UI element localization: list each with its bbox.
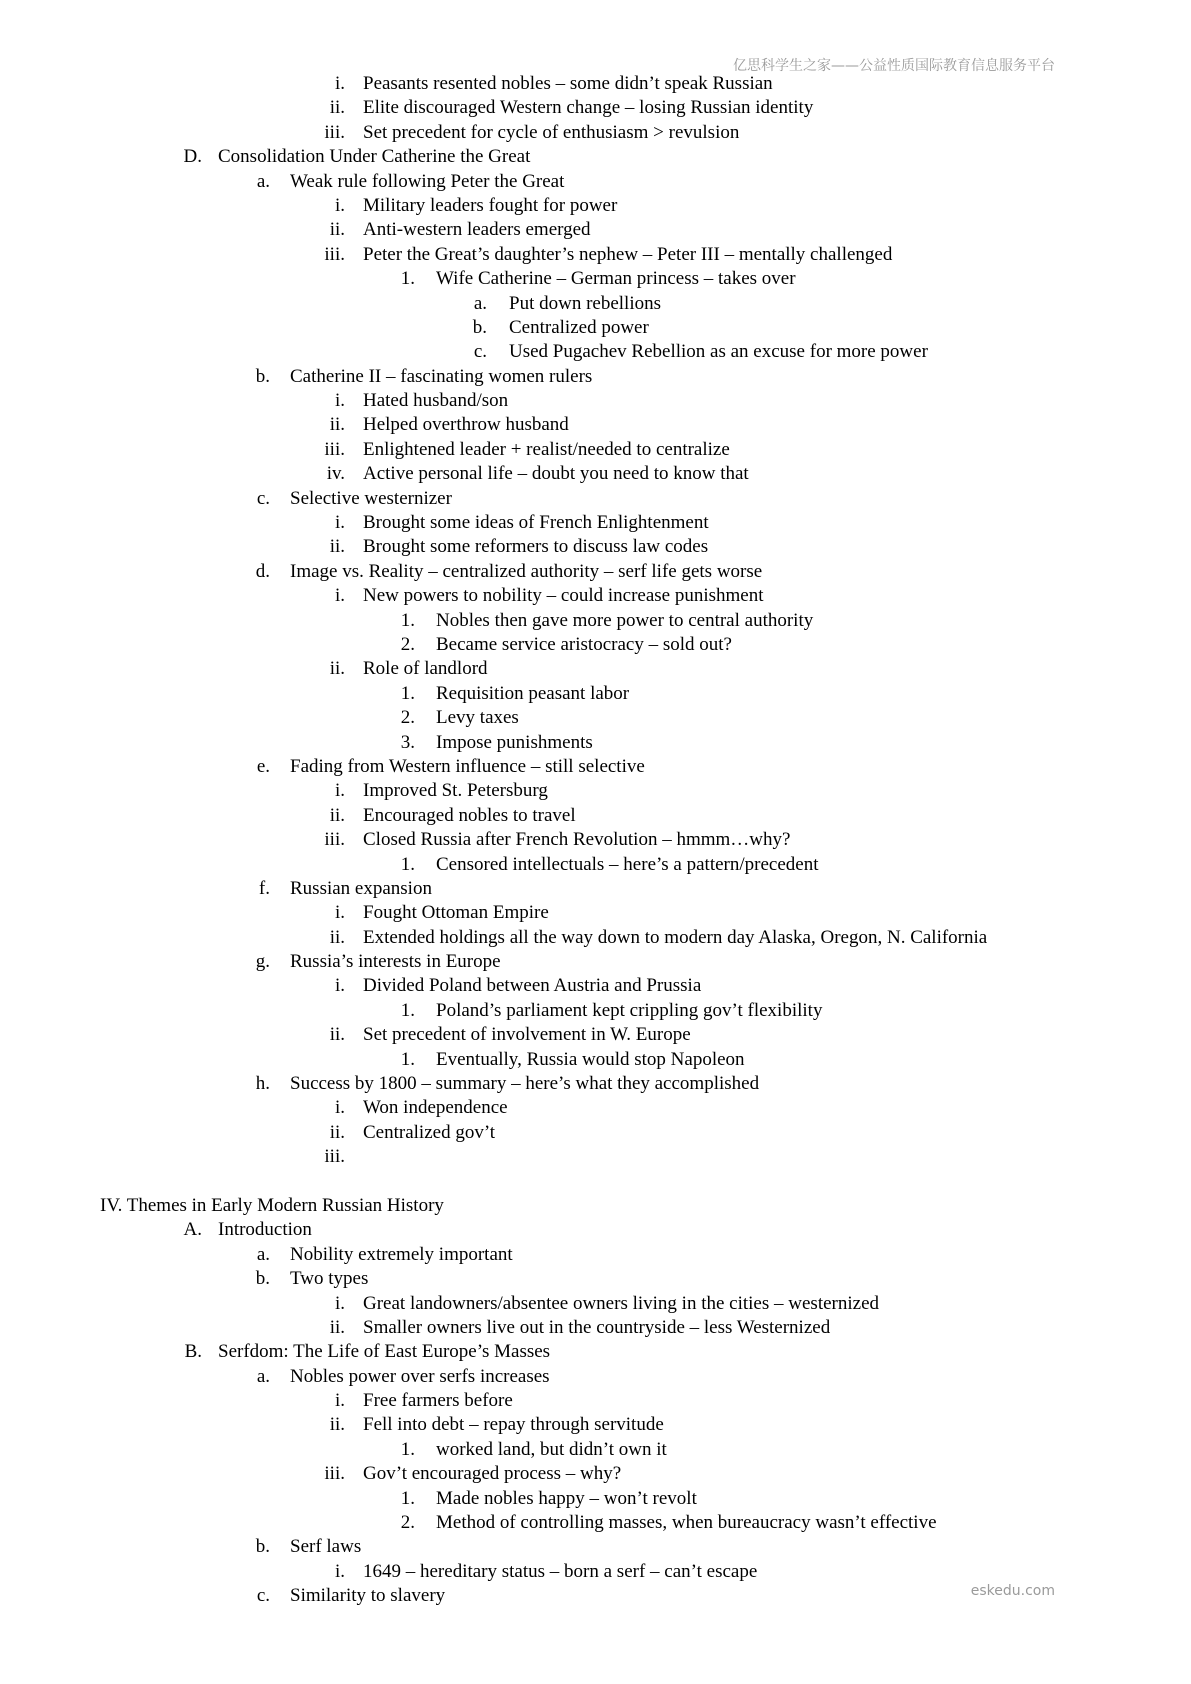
outline-marker: ii. bbox=[329, 658, 345, 680]
outline-text: worked land, but didn’t own it bbox=[436, 1438, 667, 1460]
outline-text: Consolidation Under Catherine the Great bbox=[218, 146, 531, 168]
outline-text: Serfdom: The Life of East Europe’s Masses bbox=[218, 1341, 551, 1363]
outline-marker: a. bbox=[256, 1365, 270, 1387]
outline-item bbox=[0, 1194, 1191, 1218]
outline-text: Similarity to slavery bbox=[290, 1585, 446, 1607]
outline-marker: i. bbox=[334, 1292, 345, 1314]
outline-marker: e. bbox=[256, 755, 270, 777]
outline-item bbox=[0, 1023, 1191, 1047]
outline-text: 1649 – hereditary status – born a serf – can’t escape bbox=[363, 1560, 758, 1582]
outline-item bbox=[0, 755, 1191, 779]
outline-text: Fading from Western influence – still selective bbox=[290, 755, 645, 777]
outline-item bbox=[0, 365, 1191, 389]
outline-text: Weak rule following Peter the Great bbox=[290, 170, 565, 192]
outline-item bbox=[0, 1096, 1191, 1120]
outline-marker: 1. bbox=[400, 1438, 415, 1460]
outline-text: Smaller owners live out in the countryside – less Westernized bbox=[363, 1316, 831, 1338]
outline-item bbox=[0, 145, 1191, 169]
outline-text: Impose punishments bbox=[436, 731, 593, 753]
outline-item bbox=[0, 413, 1191, 437]
outline-item bbox=[0, 1365, 1191, 1389]
outline-text: Centralized gov’t bbox=[363, 1121, 496, 1143]
outline-text: Catherine II – fascinating women rulers bbox=[290, 365, 593, 387]
outline-marker: 1. bbox=[400, 999, 415, 1021]
outline-text: Free farmers before bbox=[363, 1390, 513, 1412]
outline-item bbox=[0, 926, 1191, 950]
outline-item bbox=[0, 389, 1191, 413]
outline-marker: ii. bbox=[329, 97, 345, 119]
outline-text: Nobles then gave more power to central authority bbox=[436, 609, 814, 631]
outline-marker: b. bbox=[255, 1268, 270, 1290]
outline-item bbox=[0, 1145, 1191, 1169]
outline-text: Censored intellectuals – here’s a pattern/precedent bbox=[436, 853, 819, 875]
outline-item bbox=[0, 121, 1191, 145]
outline-text: Eventually, Russia would stop Napoleon bbox=[436, 1048, 745, 1070]
outline-marker: ii. bbox=[329, 414, 345, 436]
outline-marker: i. bbox=[334, 975, 345, 997]
outline-item bbox=[0, 1048, 1191, 1072]
outline-marker: ii. bbox=[329, 926, 345, 948]
outline-marker: 3. bbox=[400, 731, 415, 753]
outline-item bbox=[0, 1218, 1191, 1242]
outline-item bbox=[0, 584, 1191, 608]
outline-item bbox=[0, 1292, 1191, 1316]
outline-text: Selective westernizer bbox=[290, 487, 452, 509]
outline-text: Divided Poland between Austria and Prussia bbox=[363, 975, 702, 997]
outline-marker: ii. bbox=[329, 1316, 345, 1338]
outline-item bbox=[0, 243, 1191, 267]
outline-item bbox=[0, 267, 1191, 291]
outline-item bbox=[0, 779, 1191, 803]
outline-text: Brought some ideas of French Enlightenment bbox=[363, 512, 709, 534]
outline-item bbox=[0, 804, 1191, 828]
outline-text: IV. Themes in Early Modern Russian History bbox=[100, 1194, 444, 1216]
outline-text: Improved St. Petersburg bbox=[363, 780, 548, 802]
outline-marker: i. bbox=[334, 512, 345, 534]
outline-item bbox=[0, 657, 1191, 681]
outline-text: Peter the Great’s daughter’s nephew – Peter III – mentally challenged bbox=[363, 243, 893, 265]
outline-marker: B. bbox=[184, 1341, 202, 1363]
outline-marker: ii. bbox=[329, 1121, 345, 1143]
outline-marker: ii. bbox=[329, 219, 345, 241]
outline-text: Russian expansion bbox=[290, 877, 432, 899]
outline-text: Nobility extremely important bbox=[290, 1243, 513, 1265]
outline-marker: 1. bbox=[400, 268, 415, 290]
outline-marker: 1. bbox=[400, 682, 415, 704]
outline-marker: c. bbox=[256, 1585, 270, 1607]
outline-text: Serf laws bbox=[290, 1536, 362, 1558]
outline-text: Elite discouraged Western change – losing Russian identity bbox=[363, 97, 814, 119]
outline-text: New powers to nobility – could increase punishment bbox=[363, 585, 764, 607]
outline-item bbox=[0, 1438, 1191, 1462]
outline-marker: g. bbox=[255, 951, 270, 973]
outline-text: Enlightened leader + realist/needed to centralize bbox=[363, 438, 730, 460]
outline-marker: i. bbox=[334, 194, 345, 216]
outline-text: Image vs. Reality – centralized authority – serf life gets worse bbox=[290, 560, 763, 582]
outline-document bbox=[0, 72, 1191, 1609]
outline-item bbox=[0, 1072, 1191, 1096]
outline-text: Set precedent for cycle of enthusiasm > revulsion bbox=[363, 121, 740, 143]
outline-item bbox=[0, 853, 1191, 877]
outline-item bbox=[0, 731, 1191, 755]
outline-marker: 1. bbox=[400, 1487, 415, 1509]
outline-item bbox=[0, 609, 1191, 633]
outline-item bbox=[0, 292, 1191, 316]
outline-marker: i. bbox=[334, 1560, 345, 1582]
outline-text: Poland’s parliament kept crippling gov’t flexibility bbox=[436, 999, 823, 1021]
outline-marker: a. bbox=[473, 292, 487, 314]
outline-text: Role of landlord bbox=[363, 658, 488, 680]
outline-marker: i. bbox=[334, 780, 345, 802]
outline-item bbox=[0, 706, 1191, 730]
outline-marker: 2. bbox=[400, 633, 415, 655]
outline-item bbox=[0, 950, 1191, 974]
outline-text: Became service aristocracy – sold out? bbox=[436, 633, 732, 655]
outline-item bbox=[0, 511, 1191, 535]
outline-text: Wife Catherine – German princess – takes over bbox=[436, 268, 796, 290]
outline-text: Brought some reformers to discuss law codes bbox=[363, 536, 709, 558]
outline-item bbox=[0, 72, 1191, 96]
outline-marker: iv. bbox=[326, 463, 345, 485]
outline-item bbox=[0, 1121, 1191, 1145]
outline-marker: i. bbox=[334, 390, 345, 412]
outline-item bbox=[0, 316, 1191, 340]
outline-marker: iii. bbox=[324, 438, 345, 460]
outline-marker: D. bbox=[183, 146, 202, 168]
outline-item bbox=[0, 487, 1191, 511]
outline-item bbox=[0, 1560, 1191, 1584]
outline-item bbox=[0, 1340, 1191, 1364]
outline-item bbox=[0, 1389, 1191, 1413]
outline-marker: f. bbox=[258, 877, 270, 899]
outline-item bbox=[0, 1535, 1191, 1559]
outline-marker: a. bbox=[256, 170, 270, 192]
outline-text: Peasants resented nobles – some didn’t speak Russian bbox=[363, 73, 773, 94]
outline-text: Hated husband/son bbox=[363, 390, 509, 412]
outline-marker: A. bbox=[183, 1219, 202, 1241]
outline-marker: 2. bbox=[400, 707, 415, 729]
outline-item bbox=[0, 340, 1191, 364]
outline-item bbox=[0, 560, 1191, 584]
outline-item bbox=[0, 828, 1191, 852]
outline-item bbox=[0, 1413, 1191, 1437]
outline-text: Set precedent of involvement in W. Europe bbox=[363, 1024, 691, 1046]
outline-text: Fought Ottoman Empire bbox=[363, 902, 549, 924]
watermark-header: 亿思科学生之家——公益性质国际教育信息服务平台 bbox=[733, 58, 1055, 74]
outline-item bbox=[0, 1267, 1191, 1291]
outline-marker: i. bbox=[334, 1390, 345, 1412]
outline-text: Requisition peasant labor bbox=[436, 682, 630, 704]
outline-marker: iii. bbox=[324, 243, 345, 265]
outline-marker: h. bbox=[255, 1073, 270, 1095]
outline-text: Anti-western leaders emerged bbox=[363, 219, 591, 241]
blank-line bbox=[0, 1170, 1191, 1194]
outline-item bbox=[0, 999, 1191, 1023]
outline-marker: ii. bbox=[329, 536, 345, 558]
outline-marker: iii. bbox=[324, 829, 345, 851]
outline-marker: ii. bbox=[329, 1024, 345, 1046]
outline-text: Active personal life – doubt you need to know that bbox=[363, 463, 749, 485]
outline-text: Two types bbox=[290, 1268, 369, 1290]
outline-text: Centralized power bbox=[509, 316, 649, 338]
outline-marker: 1. bbox=[400, 609, 415, 631]
outline-marker: d. bbox=[255, 560, 270, 582]
outline-item bbox=[0, 218, 1191, 242]
outline-text: Introduction bbox=[218, 1219, 312, 1241]
outline-item bbox=[0, 877, 1191, 901]
outline-text: Gov’t encouraged process – why? bbox=[363, 1463, 622, 1485]
outline-marker: b. bbox=[255, 365, 270, 387]
outline-text: Helped overthrow husband bbox=[363, 414, 569, 436]
outline-text: Used Pugachev Rebellion as an excuse for more power bbox=[509, 341, 928, 363]
outline-marker: ii. bbox=[329, 1414, 345, 1436]
outline-marker: 1. bbox=[400, 853, 415, 875]
outline-item bbox=[0, 535, 1191, 559]
outline-item bbox=[0, 96, 1191, 120]
outline-marker: iii. bbox=[324, 1463, 345, 1485]
outline-marker: b. bbox=[255, 1536, 270, 1558]
outline-marker: i. bbox=[334, 73, 345, 94]
outline-item bbox=[0, 901, 1191, 925]
outline-text: Closed Russia after French Revolution – hmmm…why? bbox=[363, 829, 791, 851]
outline-item bbox=[0, 633, 1191, 657]
outline-text: Levy taxes bbox=[436, 707, 519, 729]
outline-text: Great landowners/absentee owners living in the cities – westernized bbox=[363, 1292, 879, 1314]
outline-marker: 2. bbox=[400, 1512, 415, 1534]
outline-item bbox=[0, 194, 1191, 218]
outline-marker: 1. bbox=[400, 1048, 415, 1070]
outline-text: Encouraged nobles to travel bbox=[363, 804, 576, 826]
outline-text: Success by 1800 – summary – here’s what they accomplished bbox=[290, 1073, 760, 1095]
outline-item bbox=[0, 170, 1191, 194]
watermark-footer: eskedu.com bbox=[970, 1583, 1055, 1599]
outline-marker: b. bbox=[472, 316, 487, 338]
outline-marker: i. bbox=[334, 1097, 345, 1119]
outline-text: Fell into debt – repay through servitude bbox=[363, 1414, 664, 1436]
outline-item bbox=[0, 1511, 1191, 1535]
outline-marker: c. bbox=[473, 341, 487, 363]
outline-item bbox=[0, 1487, 1191, 1511]
outline-marker: ii. bbox=[329, 804, 345, 826]
outline-text: Made nobles happy – won’t revolt bbox=[436, 1487, 697, 1509]
outline-text: Put down rebellions bbox=[509, 292, 661, 314]
outline-text: Military leaders fought for power bbox=[363, 194, 618, 216]
outline-item bbox=[0, 974, 1191, 998]
outline-text: Russia’s interests in Europe bbox=[290, 951, 501, 973]
outline-marker: i. bbox=[334, 585, 345, 607]
outline-marker: iii. bbox=[324, 1146, 345, 1168]
outline-text: Won independence bbox=[363, 1097, 508, 1119]
outline-item bbox=[0, 1316, 1191, 1340]
outline-text: Method of controlling masses, when bureaucracy wasn’t effective bbox=[436, 1512, 937, 1534]
outline-marker: i. bbox=[334, 902, 345, 924]
outline-item bbox=[0, 438, 1191, 462]
outline-text: Nobles power over serfs increases bbox=[290, 1365, 550, 1387]
outline-item bbox=[0, 682, 1191, 706]
outline-item bbox=[0, 1462, 1191, 1486]
outline-text: Extended holdings all the way down to modern day Alaska, Oregon, N. California bbox=[363, 926, 988, 948]
outline-marker: a. bbox=[256, 1243, 270, 1265]
outline-item bbox=[0, 462, 1191, 486]
outline-marker: c. bbox=[256, 487, 270, 509]
outline-item bbox=[0, 1243, 1191, 1267]
outline-marker: iii. bbox=[324, 121, 345, 143]
